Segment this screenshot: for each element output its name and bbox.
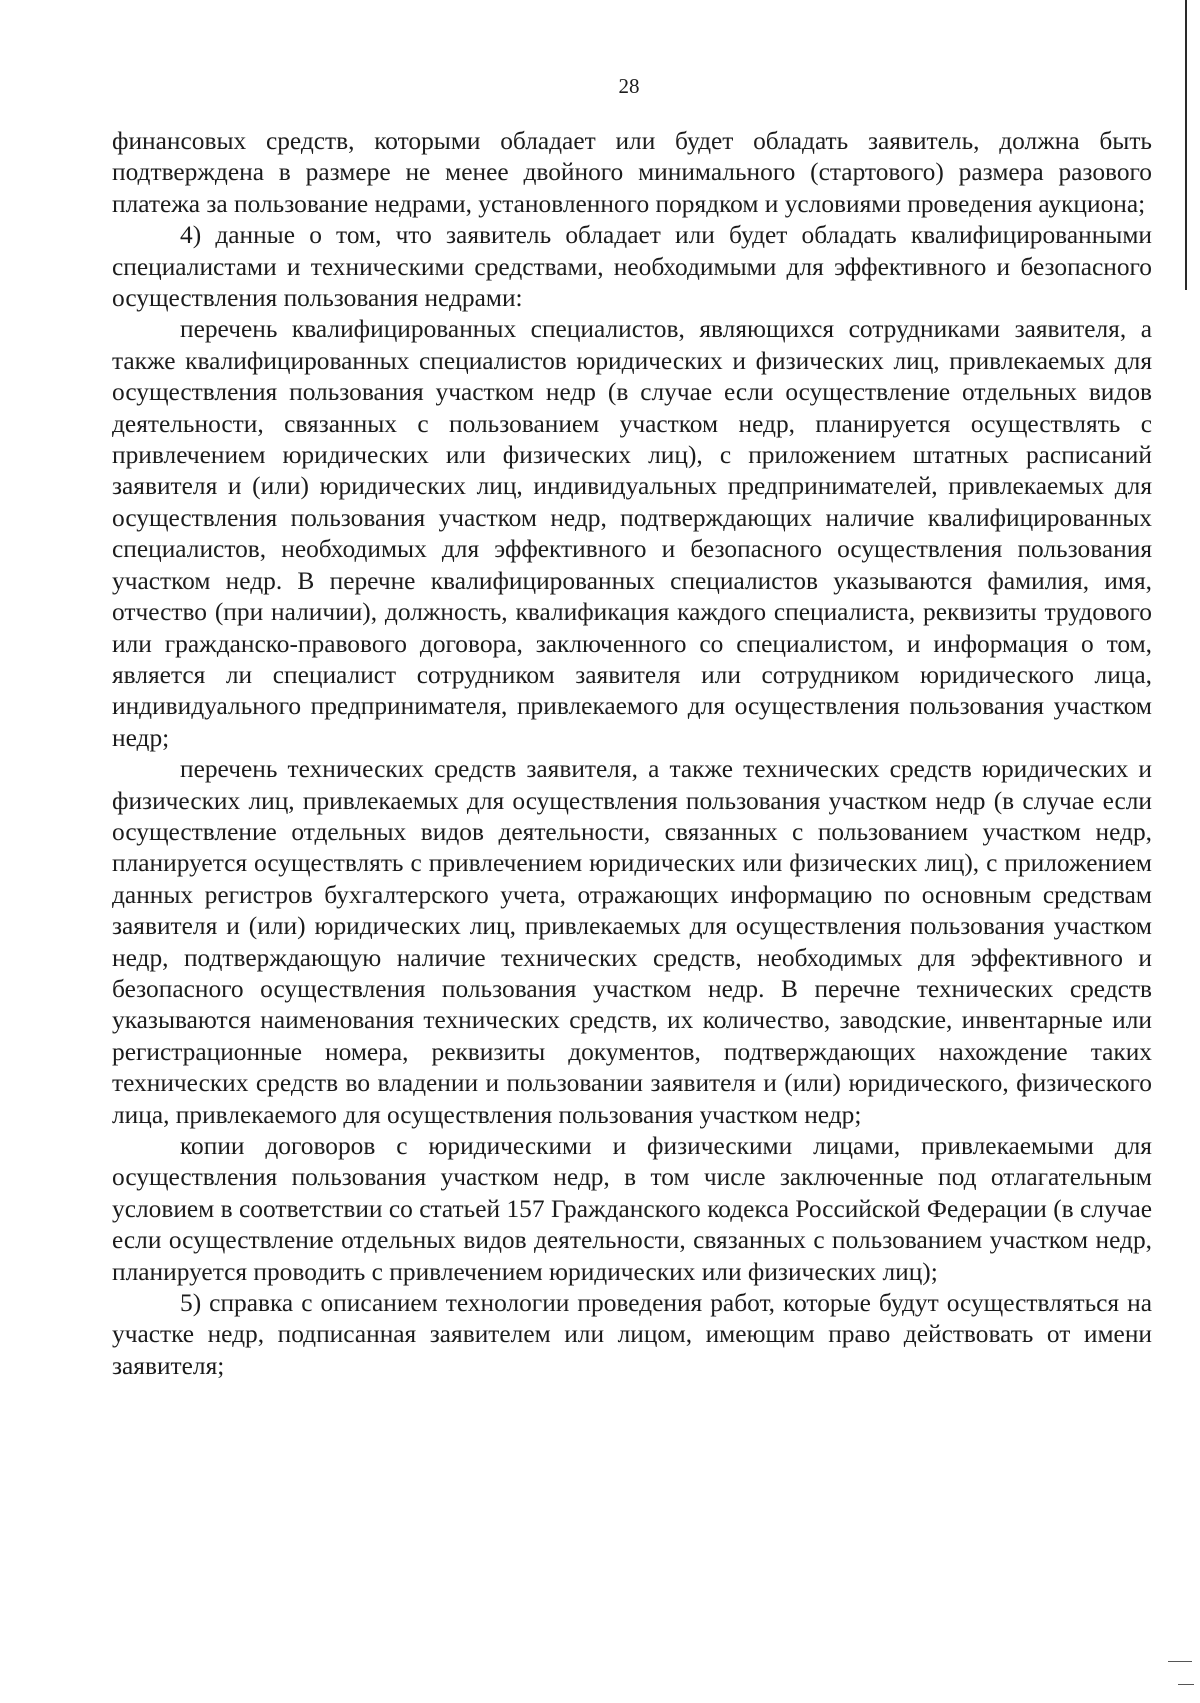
paragraph: 5) справка с описанием технологии проведения работ, которые будут осуществляться на участке недр, подписанная заявителем или лицом, имеющим право действовать от имени заявителя; — [112, 1289, 1152, 1380]
page-number: 28 — [618, 74, 640, 98]
paragraph: копии договоров с юридическими и физическими лицами, привлекаемыми для осуществления пользования участком недр, в том числе заключенные под отлагательным условием в соответствии со статьей 157 Гражданского кодекса Российской Федерации (в случае если осуществление отдельных видов деятельности, связанных с пользованием участком недр, планируется проводить с привлечением юридических или физических лиц); — [112, 1132, 1152, 1286]
document-body — [112, 126, 1152, 1382]
paragraph: перечень технических средств заявителя, а также технических средств юридических и физических лиц, привлекаемых для осуществления пользования участком недр (в случае если осуществление отдельных видов деятельности, связанных с пользованием участком недр, планируется осуществлять с привлечением юридических или физических лиц), с приложением данных регистров бухгалтерского учета, отражающих информацию по основным средствам заявителя и (или) юридических лиц, привлекаемых для осуществления пользования участком недр, подтверждающую наличие технических средств, необходимых для эффективного и безопасного осуществления пользования участком недр. В перечне технических средств указываются наименования технических средств, их количество, заводские, инвентарные или регистрационные номера, реквизиты документов, подтверждающих нахождение таких технических средств во владении и пользовании заявителя и (или) юридического, физического лица, привлекаемого для осуществления пользования участком недр; — [112, 755, 1152, 1129]
corner-mark — [1178, 1684, 1194, 1685]
paragraph: перечень квалифицированных специалистов, являющихся сотрудниками заявителя, а также квалифицированных специалистов юридических и физических лиц, привлекаемых для осуществления пользования участком недр (в случае если осуществление отдельных видов деятельности, связанных с пользованием участком недр, планируется осуществлять с привлечением юридических или физических лиц), с приложением штатных расписаний заявителя и (или) юридических лиц, индивидуальных предпринимателей, привлекаемых для осуществления пользования участком недр, подтверждающих наличие квалифицированных специалистов, необходимых для эффективного и безопасного осуществления пользования участком недр. В перечне квалифицированных специалистов указываются фамилия, имя, отчество (при наличии), должность, квалификация каждого специалиста, реквизиты трудового или гражданско-правового договора, заключенного со специалистом, и информация о том, является ли специалист сотрудником заявителя или сотрудником юридического лица, индивидуального предпринимателя, привлекаемого для осуществления пользования участком недр; — [112, 315, 1152, 752]
corner-mark — [1168, 1661, 1192, 1662]
paragraph: финансовых средств, которыми обладает или будет обладать заявитель, должна быть подтверждена в размере не менее двойного минимального (стартового) размера разового платежа за пользование недрами, установленного порядком и условиями проведения аукциона; — [112, 127, 1152, 218]
scan-edge-line — [1185, 0, 1187, 290]
paragraph: 4) данные о том, что заявитель обладает или будет обладать квалифицированными специалистами и техническими средствами, необходимыми для эффективного и безопасного осуществления пользования недрами: — [112, 221, 1152, 313]
